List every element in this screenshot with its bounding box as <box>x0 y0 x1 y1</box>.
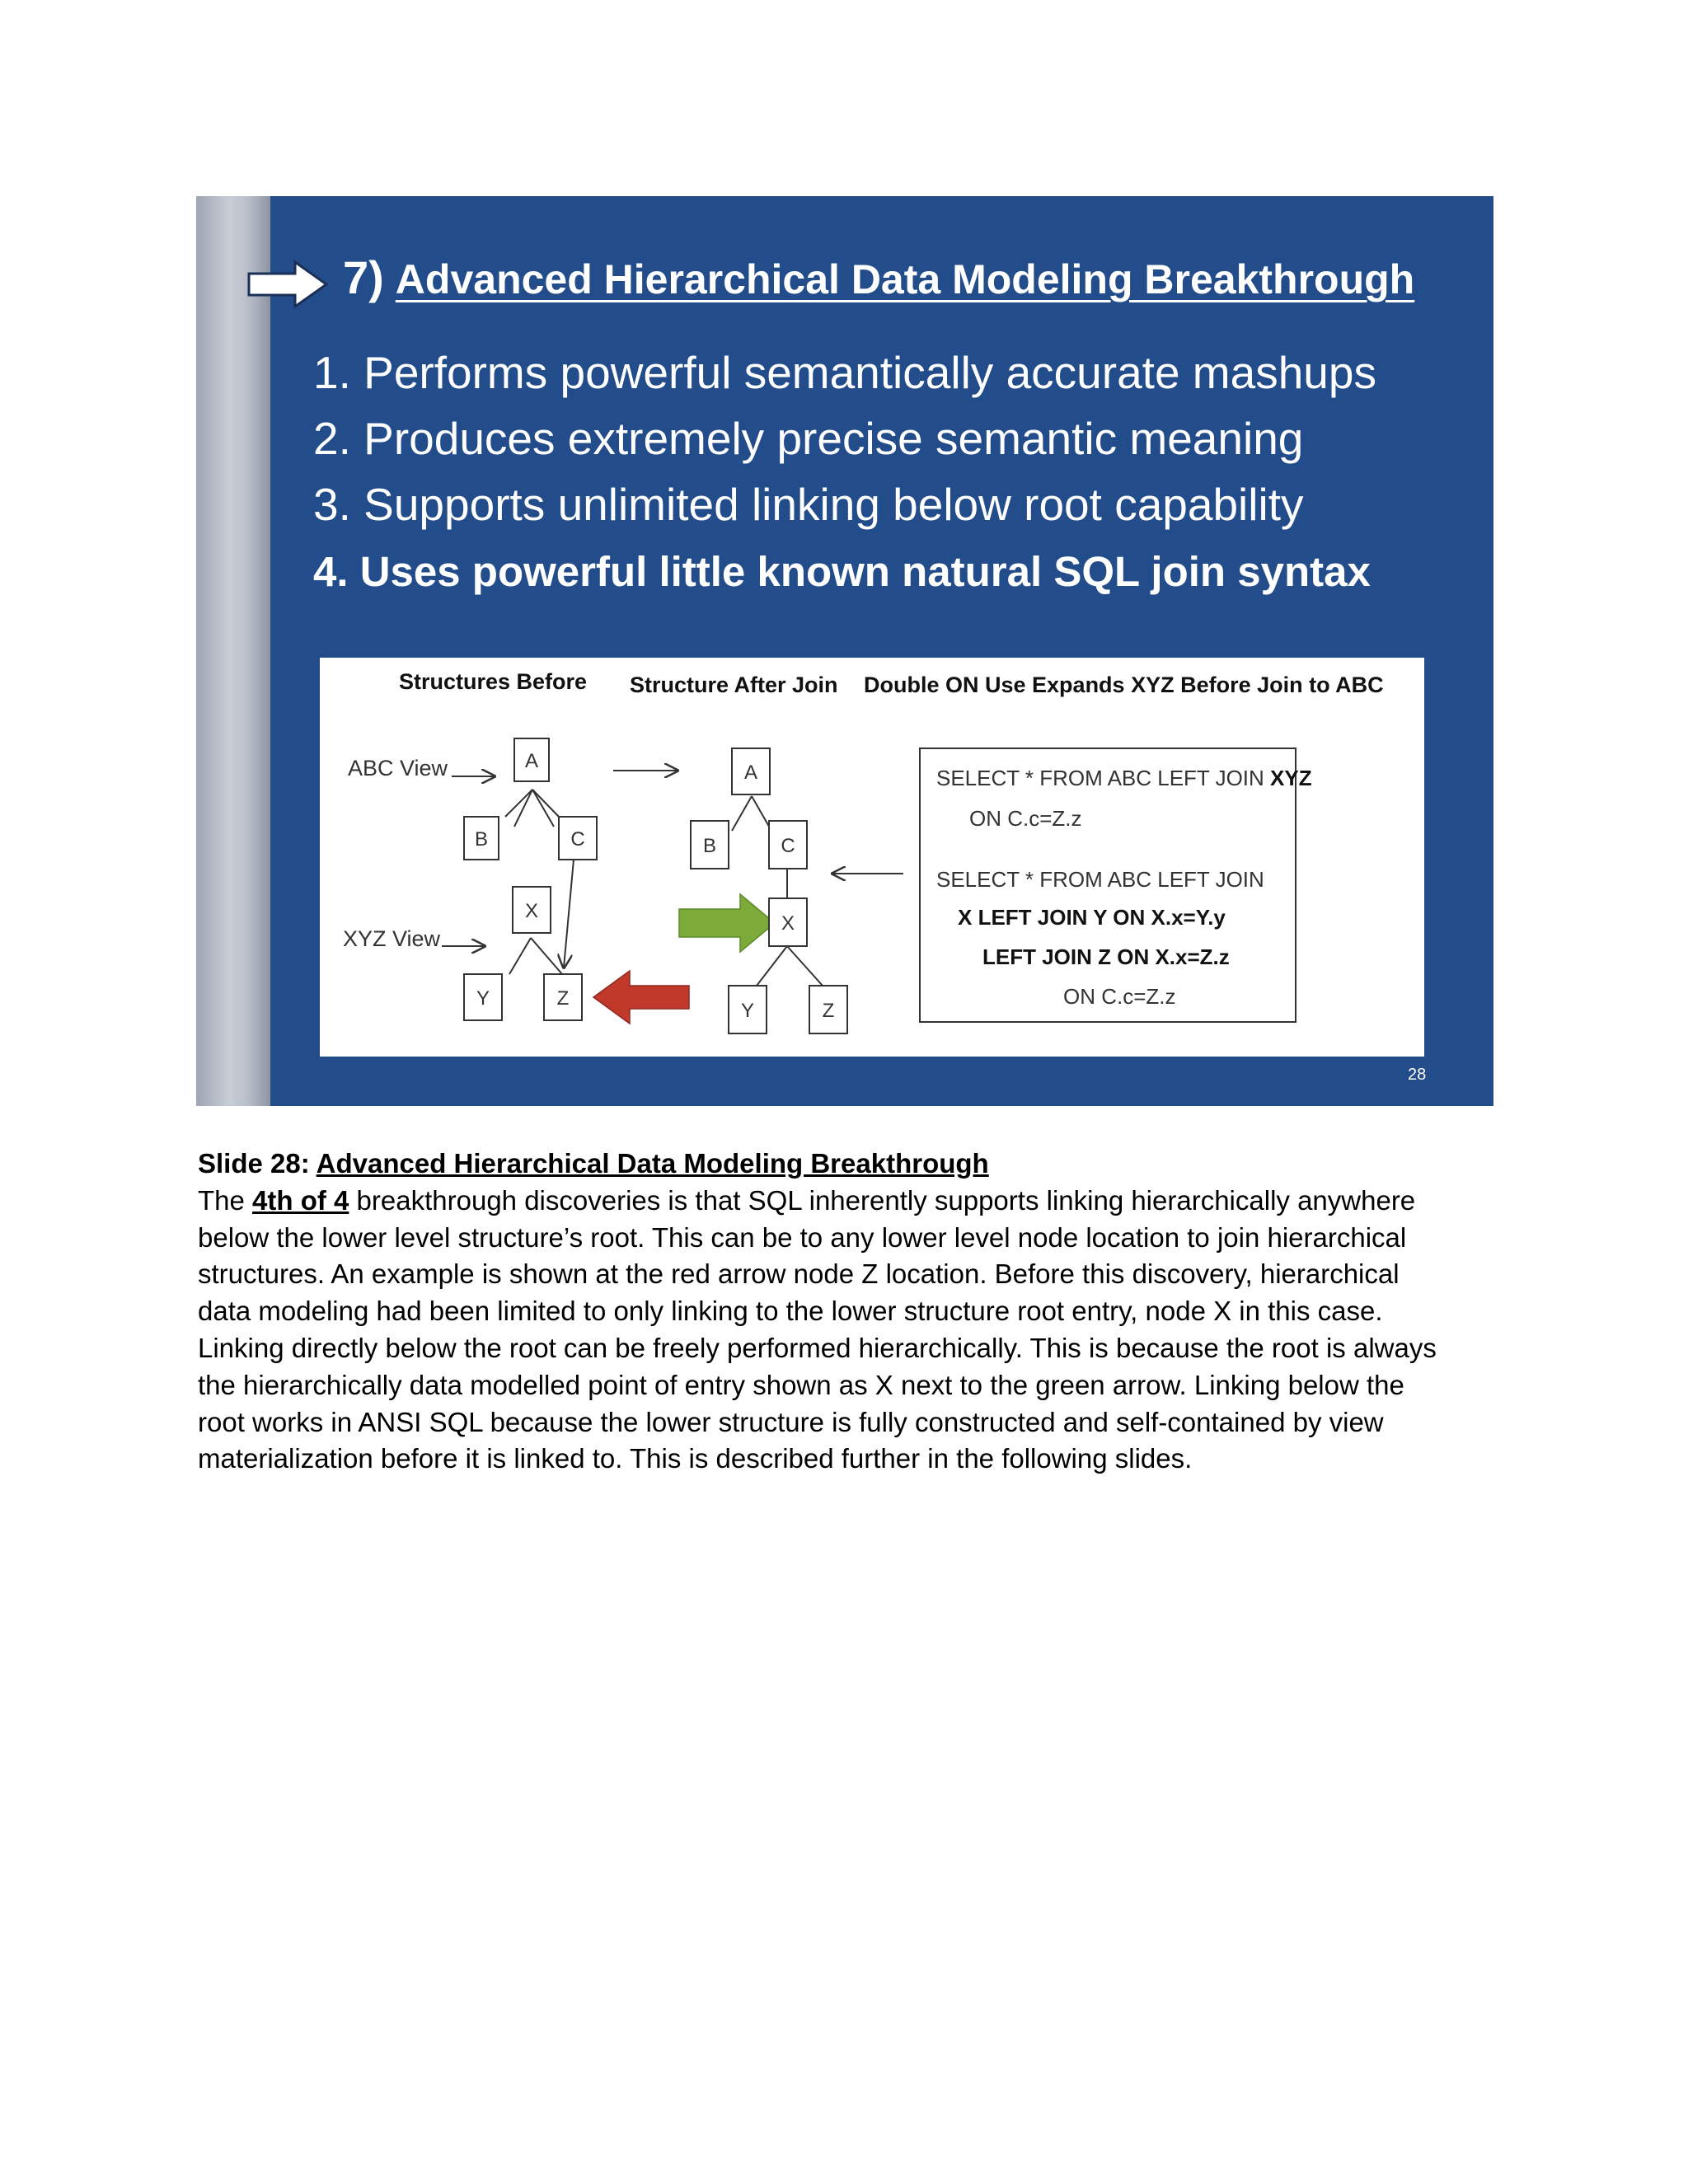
header-double-on: Double ON Use Expands XYZ Before Join to ABC <box>864 673 1384 697</box>
sql-line-4: X LEFT JOIN Y ON X.x=Y.y <box>958 905 1226 930</box>
abc-view-label: ABC View <box>348 756 448 780</box>
svg-text:Y: Y <box>476 987 490 1010</box>
svg-text:Z: Z <box>822 1000 835 1022</box>
sql-line-1: SELECT * FROM ABC LEFT JOIN XYZ <box>936 766 1312 790</box>
svg-text:Y: Y <box>740 1000 755 1022</box>
svg-text:B: B <box>474 828 489 851</box>
node-x-before <box>513 887 551 933</box>
node-z-before <box>544 974 582 1020</box>
sql-line-2: ON C.c=Z.z <box>969 806 1082 831</box>
sql-line-3: SELECT * FROM ABC LEFT JOIN <box>936 867 1264 892</box>
node-y-before <box>464 974 502 1020</box>
caption-body <box>198 1183 1500 1478</box>
svg-text:A: A <box>743 762 758 784</box>
caption <box>198 1146 1500 1478</box>
slide-title <box>343 251 1414 304</box>
green-arrow-icon <box>679 894 775 952</box>
svg-text:A: A <box>524 750 539 772</box>
svg-text:X: X <box>781 912 795 935</box>
header-structures-before: Structures Before <box>399 669 588 694</box>
slide-edge <box>196 196 270 1106</box>
node-c-before <box>559 817 597 860</box>
node-c-after <box>769 821 807 869</box>
sql-line-5: LEFT JOIN Z ON X.x=Z.z <box>982 944 1230 969</box>
svg-text:C: C <box>781 835 795 857</box>
node-b-before <box>464 817 499 860</box>
xyz-view-label: XYZ View <box>343 926 441 951</box>
join-diagram <box>320 658 1424 1057</box>
header-structure-after-join: Structure After Join <box>630 673 838 697</box>
svg-text:Z: Z <box>556 987 570 1010</box>
node-b-after <box>691 821 729 869</box>
point-1: 1. Performs powerful semantically accurate mashups <box>313 347 1376 398</box>
node-y-after <box>729 986 767 1033</box>
svg-text:X: X <box>524 900 539 922</box>
sql-line-6: ON C.c=Z.z <box>1063 984 1176 1009</box>
point-2: 2. Produces extremely precise semantic meaning <box>313 413 1304 464</box>
node-a-after <box>732 748 770 794</box>
node-z-after <box>809 986 847 1033</box>
caption-line: Linking directly below the root can be freely performed hierarchically. This is because the root is always <box>198 1332 1437 1363</box>
slide <box>196 196 1493 1106</box>
caption-line: structures. An example is shown at the red arrow node Z location. Before this discovery, hierarchical <box>198 1258 1400 1290</box>
node-x-after <box>769 898 807 946</box>
svg-text:C: C <box>570 828 585 851</box>
red-arrow-icon <box>593 971 689 1024</box>
svg-text:B: B <box>702 835 717 857</box>
slide-title-number: 7) <box>343 251 384 303</box>
caption-line: data modeling had been limited to only linking to the lower structure root entry, node X in this case. <box>198 1296 1383 1327</box>
caption-line: root works in ANSI SQL because the lower structure is fully constructed and self-contained by view <box>198 1406 1384 1437</box>
caption-line: below the lower level structure’s root. This can be to any lower level node location to join hierarchical <box>198 1221 1407 1253</box>
slide-number: 28 <box>1408 1066 1427 1084</box>
node-a-before <box>514 738 549 781</box>
caption-line: materialization before it is linked to. This is described further in the following slides. <box>198 1443 1193 1474</box>
point-3: 3. Supports unlimited linking below root capability <box>313 479 1304 530</box>
caption-line: the hierarchically data modelled point of entry shown as X next to the green arrow. Linking below the <box>198 1369 1404 1400</box>
slide-title-text: Advanced Hierarchical Data Modeling Breakthrough <box>395 256 1415 302</box>
fourth-of-four: 4th of 4 <box>252 1184 349 1216</box>
caption-line: The 4th of 4 breakthrough discoveries is that SQL inherently supports linking hierarchically anywhere <box>198 1184 1416 1216</box>
caption-heading: Slide 28: Advanced Hierarchical Data Modeling Breakthrough <box>198 1148 989 1179</box>
point-4: 4. Uses powerful little known natural SQL join syntax <box>313 548 1371 595</box>
right-arrow-icon <box>247 260 330 309</box>
